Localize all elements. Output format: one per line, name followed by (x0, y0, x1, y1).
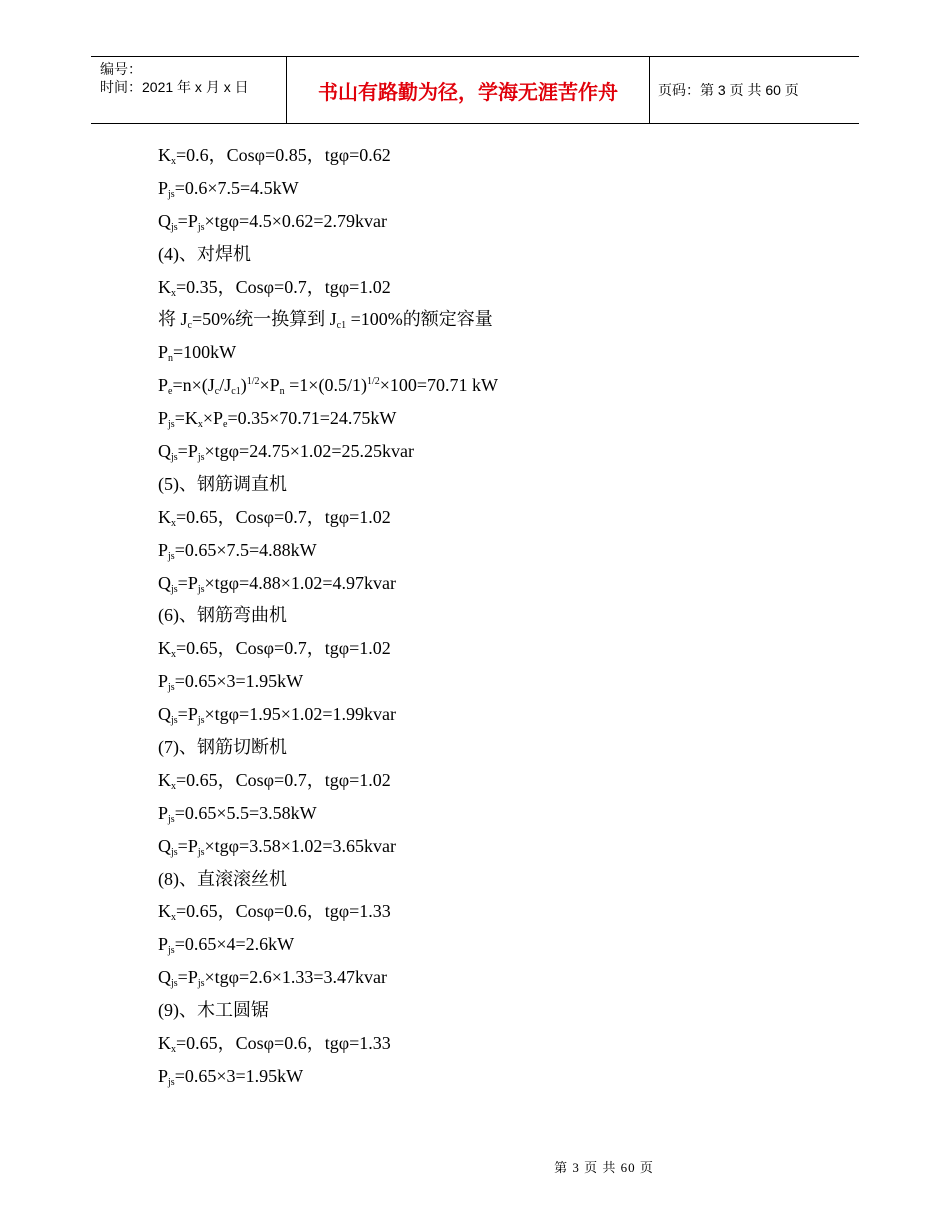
subscript: c1 (336, 320, 347, 332)
subscript: js (168, 945, 175, 957)
formula-line (158, 930, 838, 963)
text-run: ×tgφ=2.6×1.33=3.47kvar (204, 967, 387, 988)
text-run: =0.6，Cosφ=0.85，tgφ=0.62 (176, 145, 391, 165)
superscript: 1/2 (366, 376, 380, 388)
text-run: P (158, 375, 169, 396)
text-run: =0.65，Cosφ=0.6，tgφ=1.33 (176, 1033, 391, 1054)
text-run: =n×(J (172, 375, 215, 396)
text-run: =0.65×3=1.95kW (174, 671, 304, 692)
subscript: c1 (231, 386, 241, 398)
subscript: js (168, 188, 175, 200)
formula-line (158, 273, 838, 306)
text-run: P (158, 408, 169, 429)
text-run: (8)、直滚滚丝机 (158, 868, 287, 889)
subscript: js (168, 813, 175, 825)
text-run: Q (158, 967, 171, 988)
text-run: =P (177, 835, 198, 856)
text-run: P (158, 934, 169, 955)
text-run: =P (177, 704, 198, 725)
text-run: =100kW (173, 342, 237, 363)
subscript: e (223, 419, 228, 431)
page-header (91, 56, 859, 124)
formula-line (158, 207, 838, 240)
formula-line (158, 996, 838, 1029)
formula-line (158, 536, 838, 569)
text-run: ) (240, 375, 247, 396)
document-number-label: 编号： (100, 61, 142, 77)
text-run: =0.65×3=1.95kW (174, 1065, 304, 1086)
formula-line (158, 1062, 838, 1095)
formula-line (158, 766, 838, 799)
formula-line (158, 569, 838, 602)
text-run: Q (158, 835, 171, 856)
text-run: =0.65，Cosφ=0.7，tgφ=1.02 (176, 769, 391, 790)
text-run: ×tgφ=4.5×0.62=2.79kvar (204, 210, 387, 231)
subscript: js (168, 1076, 175, 1088)
text-run: =0.35，Cosφ=0.7，tgφ=1.02 (176, 276, 391, 297)
text-run: =0.65，Cosφ=0.6，tgφ=1.33 (176, 901, 391, 922)
subscript: x (171, 912, 176, 924)
formula-line (158, 305, 838, 338)
subscript: js (171, 221, 178, 233)
text-run: =0.6×7.5=4.5kW (174, 177, 299, 198)
text-run: (5)、钢筋调直机 (158, 473, 287, 494)
subscript: x (171, 780, 176, 792)
subscript: js (168, 682, 175, 694)
text-run: =0.65，Cosφ=0.7，tgφ=1.02 (176, 638, 391, 659)
footer-page-number: 第 3 页 共 60 页 (554, 1160, 654, 1175)
formula-line (158, 634, 838, 667)
text-run: 将 J (158, 309, 188, 330)
subscript: js (197, 846, 205, 858)
page-footer (0, 1157, 950, 1176)
formula-line (158, 733, 838, 766)
text-run: ×tgφ=1.95×1.02=1.99kvar (204, 704, 396, 725)
text-run: K (158, 769, 171, 790)
text-run: K (158, 901, 171, 922)
formula-line (158, 503, 838, 536)
text-run: (4)、对焊机 (158, 243, 251, 264)
subscript: js (171, 583, 178, 595)
subscript: n (279, 386, 285, 398)
text-run: =0.65×5.5=3.58kW (174, 802, 317, 823)
formula-line (158, 174, 838, 207)
text-run: =P (177, 441, 198, 462)
text-run: (6)、钢筋弯曲机 (158, 605, 287, 626)
text-run: ×tgφ=24.75×1.02=25.25kvar (204, 441, 414, 462)
text-run: (7)、钢筋切断机 (158, 737, 287, 758)
text-run: K (158, 638, 171, 659)
text-run: ×P (259, 375, 280, 396)
text-run: P (158, 177, 169, 198)
text-run: ×tgφ=3.58×1.02=3.65kvar (204, 835, 396, 856)
text-run: =K (174, 408, 198, 429)
formula-line (158, 437, 838, 470)
text-run: K (158, 276, 171, 297)
formula-line (158, 371, 838, 404)
subscript: js (197, 452, 205, 464)
formula-line (158, 865, 838, 898)
text-run: =0.35×70.71=24.75kW (227, 408, 397, 429)
subscript: js (171, 452, 178, 464)
formula-line (158, 601, 838, 634)
text-run: Q (158, 704, 171, 725)
subscript: js (168, 550, 175, 562)
formula-line (158, 1029, 838, 1062)
formula-line (158, 799, 838, 832)
text-run: Q (158, 441, 171, 462)
text-run: =0.65×4=2.6kW (174, 934, 295, 955)
text-run: P (158, 802, 169, 823)
formula-line (158, 470, 838, 503)
subscript: x (171, 156, 176, 167)
text-run: =1×(0.5/1) (284, 375, 367, 396)
text-run: =P (177, 210, 198, 231)
document-body (158, 141, 838, 1095)
formula-line (158, 700, 838, 733)
formula-line (158, 832, 838, 865)
text-run: =P (177, 967, 198, 988)
header-page-info (650, 57, 859, 123)
subscript: js (197, 715, 205, 727)
subscript: x (197, 419, 203, 431)
text-run: P (158, 342, 169, 363)
text-run: K (158, 1033, 171, 1054)
text-run: =100%的额定容量 (346, 309, 493, 330)
subscript: e (168, 386, 173, 398)
formula-line (158, 667, 838, 700)
text-run: =0.65，Cosφ=0.7，tgφ=1.02 (176, 506, 391, 527)
header-page-label: 页码：第 3 页 共 60 页 (658, 82, 799, 98)
subscript: js (197, 221, 205, 233)
document-date: 时间：2021 年 x 月 x 日 (100, 79, 249, 95)
text-run: Q (158, 572, 171, 593)
subscript: x (171, 517, 176, 529)
superscript: 1/2 (246, 376, 260, 388)
subscript: x (171, 649, 176, 661)
text-run: ×100=70.71 kW (379, 375, 499, 396)
header-motto: 书山有路勤为径，学海无涯苦作舟 (287, 57, 650, 123)
text-run: =50%统一换算到 J (191, 309, 337, 330)
subscript: js (171, 715, 178, 727)
subscript: c (214, 386, 220, 398)
header-meta (91, 57, 287, 123)
text-run: ×P (202, 408, 224, 429)
formula-line (158, 338, 838, 371)
formula-line (158, 240, 838, 273)
formula-line (158, 963, 838, 996)
subscript: js (171, 978, 178, 990)
subscript: js (197, 583, 205, 595)
text-run: =P (177, 572, 198, 593)
subscript: n (168, 353, 174, 365)
formula-line (158, 141, 838, 174)
text-run: =0.65×7.5=4.88kW (174, 539, 317, 560)
subscript: js (168, 419, 175, 431)
formula-line (158, 897, 838, 930)
text-run: P (158, 539, 169, 560)
text-run: (9)、木工圆锯 (158, 1000, 269, 1021)
formula-line (158, 404, 838, 437)
text-run: /J (219, 375, 232, 396)
text-run: ×tgφ=4.88×1.02=4.97kvar (204, 572, 396, 593)
text-run: P (158, 1065, 169, 1086)
text-run: Q (158, 210, 171, 231)
text-run: K (158, 506, 171, 527)
subscript: js (171, 846, 178, 858)
text-run: P (158, 671, 169, 692)
text-run: K (158, 145, 171, 165)
subscript: js (197, 978, 205, 990)
subscript: x (171, 1044, 176, 1056)
subscript: c (187, 320, 192, 332)
subscript: x (171, 287, 176, 299)
